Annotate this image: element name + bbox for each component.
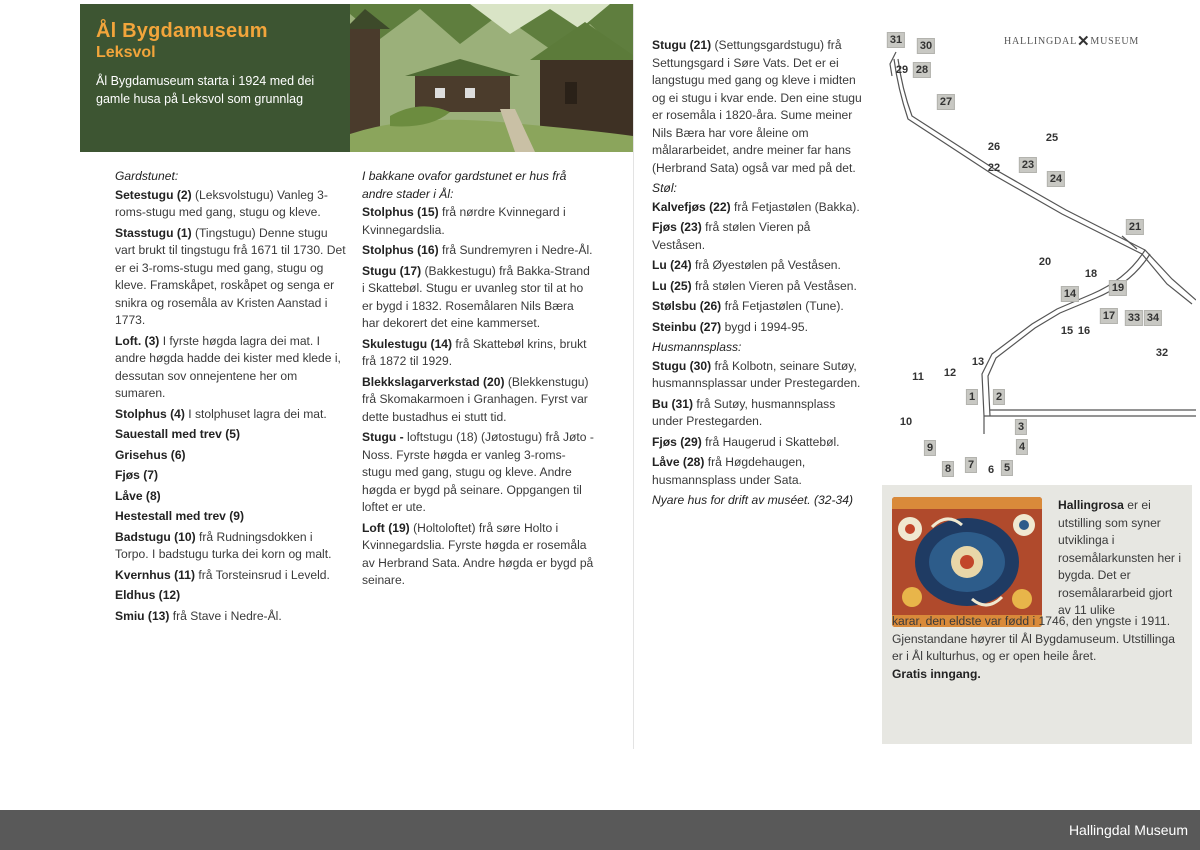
building-entry [115,608,347,626]
footer-bar [0,810,1200,850]
building-name: Blekkslagarverkstad (20) [362,374,505,389]
map-building-number: 26 [987,141,1001,153]
building-description: frå Fetjastølen (Tune). [721,299,844,313]
panel-left [78,4,634,749]
building-name: Låve (8) [115,488,161,503]
building-entry [115,567,347,585]
building-name: Fjøs (7) [115,468,159,482]
column-gardstunet [115,166,347,628]
building-name: Stølsbu (26) [652,299,722,313]
building-entry [115,187,347,222]
building-name: Stugu (17) [362,263,422,278]
map-building-number: 2 [993,389,1005,405]
building-entry [115,447,347,465]
building-name: Kvernhus (11) [115,567,195,582]
building-description: loftstugu (18) (Jøtostugu) frå Jøto - Noss. Fyrste høgda er vanleg 3-roms-stugu med gang, stugu og kleve. Andre høgda er bygd på seinare. Oppgangen til loftet er ute. [362,430,594,514]
hallingrosa-details [892,613,1188,683]
building-entry [652,454,864,489]
building-description: I fyrste høgda lagra dei mat. I andre høgda hadde dei kister med klede i, dessutan sov onnejentene her om sumaren. [115,333,341,400]
section-heading: Gardstunet: [115,169,179,183]
building-entry [115,406,347,424]
map-building-number: 20 [1038,256,1052,268]
building-description: frå Sutøy, husmannsplass under Prestegarden. [652,396,836,428]
building-entry [115,333,347,403]
building-name: Stasstugu (1) [115,225,192,240]
logo-text-left: HALLINGDAL [1004,36,1077,47]
map-building-number: 34 [1144,310,1162,326]
building-description: (Holtoloftet) frå søre Holto i Kvinnegardslia. Fyrste høgda er rosemåla av Herbrand Sata. Andre høgda er bygd på seinare. [362,520,594,587]
building-name: Badstugu (10) [115,529,196,544]
map-building-number: 6 [987,464,995,476]
map-building-number: 9 [924,440,936,456]
building-description: frå stølen Vieren på Veståsen. [652,220,811,252]
building-name: Lu (25) [652,278,692,293]
map-building-number: 28 [913,62,931,78]
map-building-number: 12 [943,367,957,379]
map-building-number: 30 [917,38,935,54]
building-entry [652,37,864,177]
building-name: Loft (19) [362,520,410,535]
building-description: frå Fetjastølen (Bakka). [730,199,860,214]
map-building-number: 5 [1001,460,1013,476]
map-building-number: 15 [1060,325,1074,337]
page-subtitle: Leksvol [96,44,156,61]
building-description: I stolphuset lagra dei mat. [184,406,327,421]
logo-mark-icon: ✕ [1077,34,1091,50]
building-name: Setestugu (2) [115,187,192,202]
building-name: Stugu (21) [652,38,712,52]
building-entry [652,298,864,316]
map-building-number: 22 [987,162,1001,174]
building-name: Smiu (13) [115,608,170,623]
building-name: Grisehus (6) [115,447,186,462]
building-name: Kalvefjøs (22) [652,199,731,214]
free-entry-text: Gratis inngang. [892,666,981,681]
building-entry [362,374,594,427]
map-building-number: 27 [937,94,955,110]
map-building-number: 24 [1047,171,1065,187]
building-description: (Blekkenstugu) frå Skomakarmoen i Granhagen. Fyrst var dette bustadhus ei stutt tid. [362,374,589,424]
building-description: frå Kolbotn, seinare Sutøy, husmannsplassar under Prestegarden. [652,358,861,390]
building-description: frå Øyestølen på Veståsen. [691,258,841,272]
building-description: frå Rudningsdokken i Torpo. I badstugu turka dei korn og malt. [115,529,332,561]
building-description: frå Haugerud i Skattebøl. [701,434,840,449]
building-description: (Bakkestugu) frå Bakka-Strand i Skattebøl. Stugu er uvanleg stor til at ho er bygd i 1832. Rosemålaren Nils Bæra har dekorert det eine kammerset. [362,263,590,330]
rosemaling-image [892,497,1042,627]
building-description: frå stølen Vieren på Veståsen. [691,278,857,293]
building-description: (Leksvolstugu) Vanleg 3-roms-stugu med gang, stugu og kleve. [115,187,328,219]
building-description: (Tingstugu) Denne stugu vart brukt til tingstugu frå 1671 til 1730. Det er ei 3-roms-stugu med gang, stugu og kleve. Framskåpet, roskåpet og senga er snikra og rosemåla av Kristen Aanstad i 1773. [115,225,346,327]
building-entry [115,529,347,564]
map-building-number: 7 [965,457,977,473]
building-name: Stugu - [362,430,404,444]
building-description: frå Høgdehaugen, husmannsplass under Sata. [652,455,806,487]
building-entry [652,434,864,452]
building-description: frå Stave i Nedre-Ål. [169,608,282,623]
section-heading: Nyare hus for drift av muséet. (32-34) [652,493,853,507]
column-stol-husmannsplass [652,37,864,511]
building-entry [362,263,594,333]
hallingrosa-intro [1058,497,1188,620]
building-entry [115,426,347,444]
panel-map [882,4,1196,749]
intro-text: Ål Bygdamuseum starta i 1924 med dei gamle husa på Leksvol som grunnlag [96,74,315,106]
building-name: Eldhus (12) [115,588,181,602]
map-building-number: 11 [912,371,924,383]
building-name: Sauestall med trev (5) [115,427,241,441]
building-entry [652,257,864,275]
building-name: Bu (31) [652,396,693,411]
map-building-number: 18 [1084,268,1098,280]
map-building-number: 16 [1077,325,1091,337]
building-entry [115,467,347,485]
map-building-number: 10 [899,416,913,428]
building-entry [652,199,864,217]
section-heading: I bakkane ovafor gardstunet er hus frå andre stader i Ål: [362,169,567,201]
building-entry [652,319,864,337]
farm-photo [350,4,633,152]
building-name: Stolphus (15) [362,205,439,219]
building-entry [115,508,347,526]
brochure-spread [78,4,1196,749]
building-description: bygd i 1994-95. [721,319,808,334]
building-name: Lu (24) [652,258,692,272]
hallingrosa-text-head: er ei utstilling som syner utviklinga i rosemålarkunsten her i bygda. Det er rosemålararbeid gjort av 11 ulike [1058,498,1182,617]
building-entry [115,225,347,330]
building-entry [362,336,594,371]
building-name: Loft. (3) [115,333,160,348]
section-heading: Støl: [652,181,677,195]
map-building-number: 14 [1061,286,1079,302]
map-building-number: 3 [1015,419,1027,435]
building-name: Skulestugu (14) [362,336,453,351]
building-entry [362,520,594,590]
hallingrosa-box [882,485,1192,744]
building-entry [362,204,594,239]
map-building-number: 25 [1045,132,1059,144]
building-entry [652,278,864,296]
map-building-number: 4 [1016,439,1028,455]
map-building-number: 31 [887,32,905,48]
column-bakkane [362,166,594,593]
building-entry [652,219,864,254]
hallingrosa-title: Hallingrosa [1058,498,1124,512]
map-building-number: 29 [895,64,909,76]
footer-label: Hallingdal Museum [1068,822,1188,838]
building-entry [115,587,347,605]
map-building-number: 33 [1125,310,1143,326]
building-entry [652,358,864,393]
logo-text-right: MUSEUM [1090,36,1140,47]
map-building-number: 23 [1019,157,1037,173]
section-heading: Husmannsplass: [652,340,742,354]
map-building-number: 21 [1126,219,1144,235]
map-building-number: 1 [966,389,978,405]
building-entry [115,488,347,506]
map-building-number: 32 [1155,347,1169,359]
building-name: Hestestall med trev (9) [115,509,245,523]
map-building-number: 17 [1100,308,1118,324]
building-description: frå nørdre Kvinnegard i Kvinnegardslia. [362,205,566,237]
building-entry [362,429,594,517]
building-entry [362,242,594,260]
building-description: frå Torsteinsrud i Leveld. [194,567,330,582]
map-building-number: 8 [942,461,954,477]
map-building-number: 19 [1109,280,1127,296]
building-name: Stolphus (4) [115,406,185,421]
page-title: Ål Bygdamuseum [96,20,268,42]
building-description: frå Sundremyren i Nedre-Ål. [438,243,593,257]
title-block [80,4,350,152]
building-name: Steinbu (27) [652,319,722,334]
building-name: Fjøs (29) [652,434,702,449]
building-name: Stugu (30) [652,358,712,373]
building-description: (Settungsgardstugu) frå Settungsgard i Søre Vats. Det er ei langstugu med gang og kleve i midten og ei stugu i kvar ende. Den eine stugu er rosemåla i 1820-åra. Sume meiner Nils Bæra har vore åleine om målararbeidet, andre meiner far hans (Herbrand Sata) også var med på det. [652,38,862,175]
building-name: Låve (28) [652,455,705,469]
map-building-number: 13 [971,356,985,368]
hallingrosa-text-rest: karar, den eldste var fødd i 1746, den yngste i 1911. Gjenstandane høyrer til Ål Bygdamuseum. Utstillinga er i Ål kulturhus, og er open heile året. [892,614,1175,663]
panel-middle [634,4,882,749]
building-description: frå Skattebøl krins, brukt frå 1872 til 1929. [362,336,587,368]
building-entry [652,396,864,431]
building-name: Stolphus (16) [362,243,439,257]
building-name: Fjøs (23) [652,220,702,234]
